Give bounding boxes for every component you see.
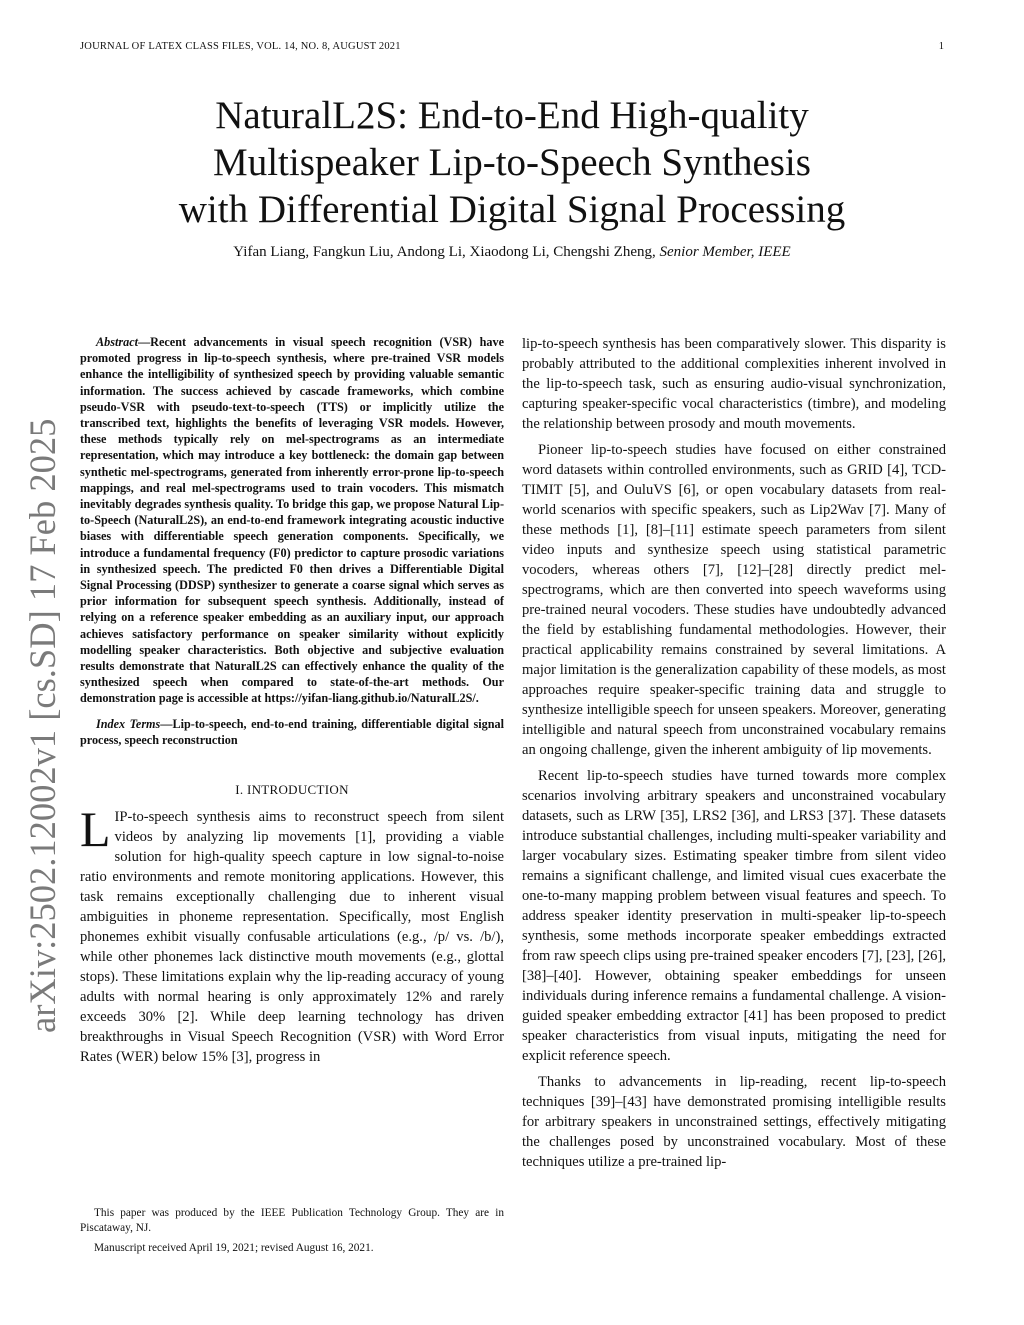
abstract-text: —Recent advancements in visual speech recognition (VSR) have promoted progress in lip-to-speech synthesis, where pre-trained VSR models enhance the intelligibility of synthesized speech by providing valuable semantic information. The success achieved by cascade frameworks, which combine pseudo-VSR with pseudo-text-to-speech (TTS) or implicitly utilize the transcribed text, highlights the benefits of leveraging VSR models. However, these methods typically rely on mel-spectrograms as an intermediate representation, which may introduce a key bottleneck: the domain gap between synthetic mel-spectrograms, generated from inherently error-prone lip-to-speech mappings, and real mel-spectrograms used to train vocoders. This mismatch inevitably degrades synthesis quality. To bridge this gap, we propose Natural Lip-to-Speech (NaturalL2S), an end-to-end framework integrating acoustic inductive biases with differentiable speech generation components. Specifically, we introduce a fundamental frequency (F0) predictor to capture prosodic variations in synthesized speech. The predicted F0 then drives a Differentiable Digital Signal Processing (DDSP) synthesizer to generate a coarse signal which serves as prior information for subsequent speech synthesis. Additionally, instead of relying on a reference speaker embedding as an auxiliary input, our approach achieves satisfactory performance on speaker similarity without explicitly modelling speaker characteristics. Both objective and subjective evaluation results demonstrate that NaturalL2S can effectively enhance the quality of the synthesized speech when compared to state-of-the-art methods. Our demonstration page is accessible at https://yifan-liang.github.io/NaturalL2S/. [80,335,504,706]
page-number: 1 [938,41,944,52]
dropcap: L [80,801,111,858]
index-terms-text: —Lip-to-speech, end-to-end training, differentiable digital signal process, speech reconstruction [80,716,504,747]
title-line: Multispeaker Lip-to-Speech Synthesis [213,141,811,184]
author-names: Yifan Liang, Fangkun Liu, Andong Li, Xiaodong Li, Chengshi Zheng, [233,244,656,260]
intro-paragraph [80,801,504,1067]
title-line: with Differential Digital Signal Processing [178,188,846,231]
intro-paragraph-text: IP-to-speech synthesis aims to reconstruct speech from silent videos by analyzing lip movements [1], providing a viable solution for high-quality speech capture in low signal-to-noise ratio environments and remote monitoring applications. However, this task remains exceptionally challenging due to inherent visual ambiguities in phoneme representation. Specifically, most English phonemes exhibit visually confusable articulations (e.g., /p/ vs. /b/), while other phonemes lack distinctive mouth movements (e.g., glottal stops). These limitations explain why the lip-reading accuracy of young adults with normal hearing is only approximately 12% and rarely exceeds 30% [2]. While deep learning technology has driven breakthroughs in Visual Speech Recognition (VSR) with Word Error Rates (WER) below 15% [3], progress in [80,809,504,1066]
footnote: Manuscript received April 19, 2021; revised August 16, 2021. [94,1242,374,1255]
right-column [522,334,946,1172]
left-column [80,334,504,1067]
body-paragraph: lip-to-speech synthesis has been comparatively slower. This disparity is probably attributed to the additional complexities inherent involved in the lip-to-speech task, such as ensuring audio-visual synchronization, capturing speaker-specific vocal characteristics (timbre), and modeling the relationship between prosody and mouth movements. [522,336,946,432]
footnotes [80,1206,504,1256]
arxiv-identifier-stamp[interactable]: arXiv:2502.12002v1 [cs.SD] 17 Feb 2025 [22,418,63,1033]
body-paragraph: Pioneer lip-to-speech studies have focused on either constrained word datasets within controlled environments, such as GRID [4], TCD-TIMIT [5], and OuluVS [6], or open vocabulary datasets from real-world scenarios with specific speakers, such as Lip2Wav [7]. Many of these methods [1], [8]–[11] estimate speech parameters from silent video inputs and synthesize speech using statistical parametric vocoders, whereas others [7], [12]–[28] directly predict mel-spectrograms, which are then converted into speech waveforms using pre-trained neural vocoders. These studies have undoubtedly advanced the field by establishing fundamental methodologies. However, their practical applicability remains constrained by several limitations. A major limitation is the generalization capability of these models, as most approaches require speaker-specific training data and struggle to synthesize intelligible speech for unseen speakers. Moreover, generating intelligible and natural speech from unconstrained vocabulary remains an ongoing challenge, given the inherent ambiguity of lip movements. [522,442,946,758]
title-line: NaturalL2S: End-to-End High-quality [215,94,809,137]
abstract-label: Abstract [96,335,138,349]
abstract [80,334,504,707]
author-list [80,244,944,261]
section-heading-introduction: I. INTRODUCTION [235,782,349,798]
running-head: JOURNAL OF LATEX CLASS FILES, VOL. 14, NO. 8, AUGUST 2021 [80,41,401,52]
body-paragraph: Recent lip-to-speech studies have turned towards more complex scenarios involving arbitrary speakers and unconstrained vocabulary datasets, such as LRW [35], LRS2 [36], and LRS3 [37]. These datasets introduce substantial challenges, including multi-speaker variability and larger vocabulary sizes. Estimating speaker timbre from silent video remains a significant challenge, and limited visual cues exacerbate the one-to-many mapping problem between visual features and speech. To address speaker identity preservation in multi-speaker lip-to-speech synthesis, some methods incorporate speaker embeddings extracted from raw speech clips using pre-trained speaker encoders [7], [23], [26], [38]–[40]. However, obtaining speaker embeddings for unseen individuals during inference remains a fundamental challenge. A vision-guided speaker embedding extractor [41] has been proposed to predict speaker characteristics from visual inputs, mitigating the need for explicit reference speech. [522,768,946,1064]
footnote: This paper was produced by the IEEE Publication Technology Group. They are in Piscataway, NJ. [80,1207,504,1234]
paper-title [100,92,924,233]
body-paragraph: Thanks to advancements in lip-reading, recent lip-to-speech techniques [39]–[43] have demonstrated promising intelligible results for arbitrary speakers in unconstrained settings, effectively mitigating the challenges posed by unconstrained vocabulary. Most of these techniques utilize a pre-trained lip- [522,1074,946,1170]
index-terms-label: Index Terms [96,716,161,731]
index-terms [80,716,504,748]
author-role: Senior Member, IEEE [659,244,791,260]
